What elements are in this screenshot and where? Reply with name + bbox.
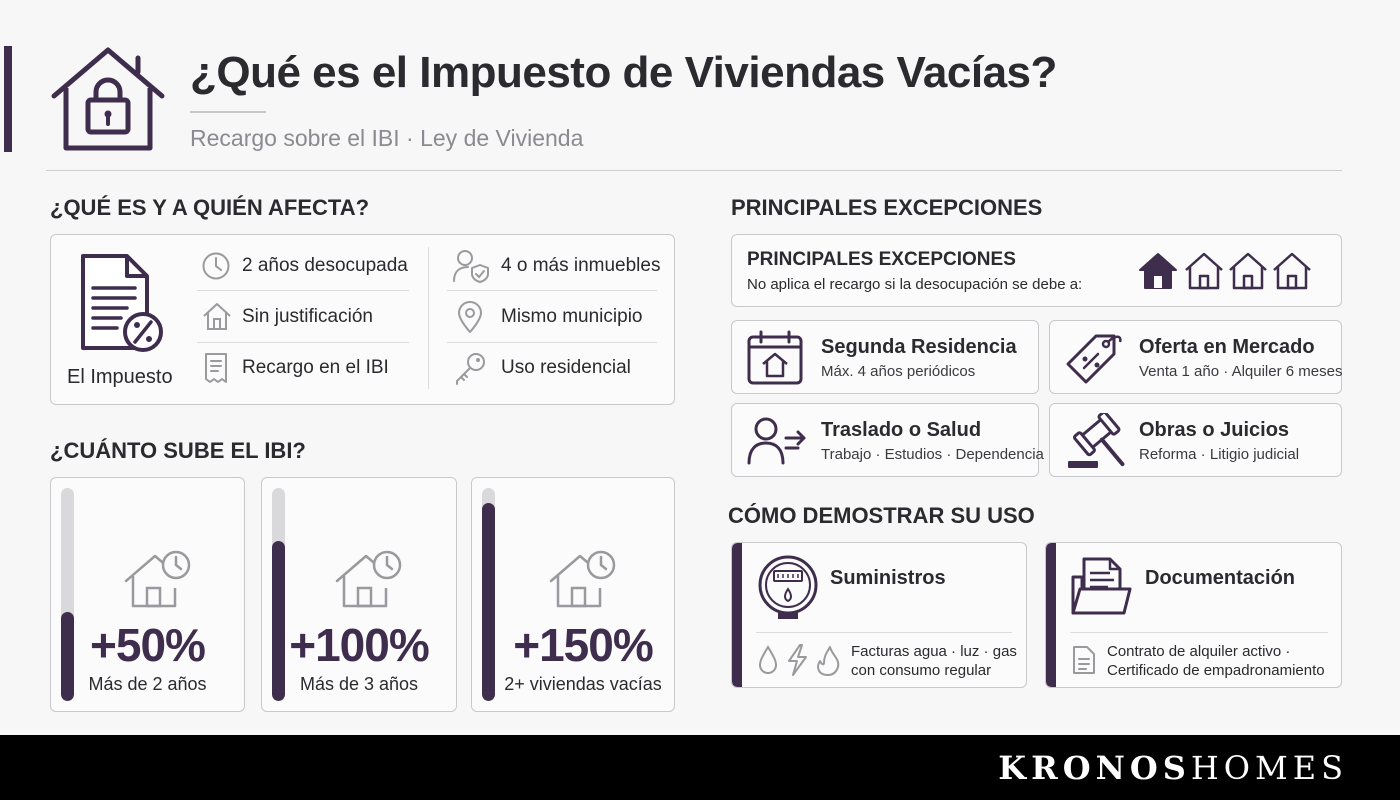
tax-document-percent-icon [77, 252, 167, 356]
increase-label: Más de 2 años [88, 674, 207, 694]
header-divider [46, 170, 1342, 171]
document-icon [1072, 645, 1096, 675]
increase-card [471, 477, 675, 712]
exception-subtitle: Máx. 4 años periódicos [821, 363, 976, 380]
calendar-house-icon [746, 330, 804, 386]
price-tag-icon [1064, 330, 1124, 388]
houses-row-icon [1138, 251, 1316, 291]
proof-text-line: con consumo regular [851, 662, 992, 679]
exception-card [731, 403, 1044, 477]
house-clock-icon [334, 548, 404, 610]
increase-value: +150% [513, 619, 653, 671]
attribute-divider [197, 342, 409, 343]
page-subtitle: Recargo sobre el IBI · Ley de Vivienda [190, 125, 584, 151]
increase-label: Más de 3 años [299, 674, 419, 694]
exception-card [731, 320, 1039, 394]
banner-text: No aplica el recargo si la desocupación se debe a: [747, 276, 1083, 293]
increase-value: +100% [289, 619, 429, 671]
attribute-divider [447, 342, 657, 343]
house-lock-icon [48, 44, 168, 154]
increase-value: +50% [90, 619, 205, 671]
exception-subtitle: Reforma · Litigio judicial [1139, 446, 1300, 463]
proof-accent-band [732, 543, 742, 687]
receipt-icon [203, 352, 229, 384]
proof-card [731, 542, 1027, 688]
user-transfer-icon [746, 416, 808, 466]
exception-title: Segunda Residencia [821, 336, 1017, 358]
section-heading-what: ¿QUÉ ES Y A QUIÉN AFECTA? [50, 195, 370, 220]
exception-card [1049, 320, 1342, 394]
attribute-label: Uso residencial [501, 357, 631, 378]
proof-text-line: Contrato de alquiler activo · [1107, 643, 1291, 660]
key-icon [453, 351, 487, 385]
attribute-divider [447, 290, 657, 291]
tax-card-label: El Impuesto [67, 366, 173, 388]
tax-definition-card [50, 234, 675, 405]
exceptions-banner [731, 234, 1342, 307]
gavel-icon [1064, 413, 1126, 471]
exception-subtitle: Venta 1 año · Alquiler 6 meses [1139, 363, 1343, 380]
section-heading-exceptions: PRINCIPALES EXCEPCIONES [731, 195, 1043, 220]
increase-label: 2+ viviendas vacías [504, 674, 662, 694]
brand-name-light: HOMES [1190, 749, 1348, 787]
proof-divider [756, 632, 1012, 633]
proof-text-line: Certificado de empadronamiento [1107, 662, 1325, 679]
attribute-label: 2 años desocupada [242, 255, 408, 276]
section-heading-proof: CÓMO DEMOSTRAR SU USO [728, 503, 1035, 528]
location-pin-icon [456, 300, 484, 334]
proof-title: Documentación [1145, 567, 1296, 589]
banner-title: PRINCIPALES EXCEPCIONES [747, 249, 1016, 270]
attribute-label: Mismo municipio [501, 306, 643, 327]
utility-types-icon [756, 643, 842, 677]
attribute-divider [197, 290, 409, 291]
exception-title: Traslado o Salud [821, 419, 982, 441]
house-icon [201, 301, 233, 331]
proof-text-line: Facturas agua · luz · gas [851, 643, 1017, 660]
folder-document-icon [1070, 555, 1134, 617]
title-divider [190, 111, 266, 113]
exception-card [1049, 403, 1342, 477]
accent-bar [4, 46, 12, 152]
clock-icon [201, 251, 231, 281]
exception-title: Oferta en Mercado [1139, 336, 1315, 358]
column-divider [428, 247, 429, 389]
brand-name-bold: KRONOS [998, 749, 1191, 787]
attribute-label: 4 o más inmuebles [501, 255, 661, 276]
house-clock-icon [123, 548, 193, 610]
attribute-label: Sin justificación [242, 306, 373, 327]
utility-meter-icon [756, 553, 820, 621]
proof-divider [1070, 632, 1328, 633]
house-clock-icon [548, 548, 618, 610]
page-title: ¿Qué es el Impuesto de Viviendas Vacías? [190, 48, 1057, 97]
proof-accent-band [1046, 543, 1056, 687]
exception-title: Obras o Juicios [1139, 419, 1290, 441]
exception-subtitle: Trabajo · Estudios · Dependencia [821, 446, 1044, 463]
user-shield-icon [452, 249, 490, 283]
section-heading-increase: ¿CUÁNTO SUBE EL IBI? [50, 438, 306, 463]
attribute-label: Recargo en el IBI [242, 357, 389, 378]
proof-card [1045, 542, 1342, 688]
brand-logo [998, 749, 1348, 787]
footer-bar [0, 735, 1400, 800]
proof-title: Suministros [830, 567, 946, 589]
increase-card [261, 477, 457, 712]
increase-card [50, 477, 245, 712]
